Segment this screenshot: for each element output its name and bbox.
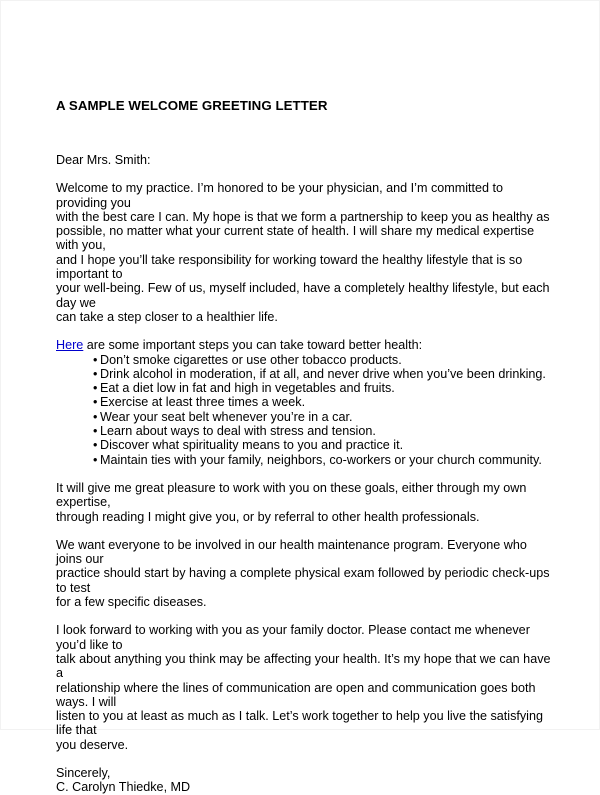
list-item: [93, 410, 556, 424]
signature: C. Carolyn Thiedke, MD: [56, 780, 191, 795]
paragraph-line: practice should start by having a complete physical exam followed by periodic check-ups to test: [56, 566, 550, 595]
list-item-text: Wear your seat belt whenever you’re in a car.: [100, 409, 353, 424]
paragraph-line: talk about anything you think may be affecting your health. It’s my hope that we can have a: [56, 651, 551, 681]
paragraph-line: with the best care I can. My hope is that we form a partnership to keep you as healthy as: [56, 209, 550, 224]
paragraph-line: It will give me great pleasure to work with you on these goals, either through my own expertise,: [56, 480, 527, 510]
paragraph-welcome: [56, 181, 556, 324]
bullet-icon: •: [93, 438, 98, 453]
paragraph-line: listen to you at least as much as I talk. Let’s work together to help you live the satisfying life that: [56, 709, 543, 738]
health-steps-list: [56, 353, 556, 467]
list-item: [93, 424, 556, 438]
paragraph-line: I look forward to working with you as your family doctor. Please contact me whenever you’d like to: [56, 623, 530, 652]
bullet-icon: •: [93, 409, 98, 424]
bullet-icon: •: [93, 352, 98, 367]
steps-intro: [56, 338, 556, 352]
paragraph-line: and I hope you’ll take responsibility for working toward the healthy lifestyle that is so important to: [56, 252, 523, 282]
bullet-icon: •: [93, 366, 98, 381]
list-item-text: Don’t smoke cigarettes or use other tobacco products.: [100, 352, 402, 367]
bullet-icon: •: [93, 395, 98, 410]
list-item: [93, 353, 556, 367]
bullet-icon: •: [93, 452, 98, 467]
paragraph-pleasure: [56, 481, 556, 524]
paragraph-line: relationship where the lines of communication are open and communication goes both ways. I will: [56, 680, 536, 709]
paragraph-line: your well-being. Few of us, myself included, have a completely healthy lifestyle, but each day we: [56, 281, 550, 310]
list-item: [93, 367, 556, 381]
closing: Sincerely,: [56, 765, 111, 780]
bullet-icon: •: [93, 424, 98, 439]
paragraph-closing: [56, 623, 556, 752]
paragraph-program: [56, 538, 556, 609]
paragraph-line: We want everyone to be involved in our health maintenance program. Everyone who joins our: [56, 537, 527, 567]
paragraph-line: Welcome to my practice. I’m honored to be your physician, and I’m committed to providing you: [56, 181, 504, 210]
list-item-text: Discover what spirituality means to you and practice it.: [100, 438, 404, 453]
list-item: [93, 453, 556, 467]
paragraph-line: through reading I might give you, or by referral to other health professionals.: [56, 509, 480, 524]
steps-intro-text: are some important steps you can take toward better health:: [83, 338, 423, 353]
list-item: [93, 395, 556, 409]
salutation: Dear Mrs. Smith:: [56, 153, 151, 167]
list-item-text: Drink alcohol in moderation, if at all, and never drive when you’ve been drinking.: [100, 366, 546, 381]
bullet-icon: •: [93, 381, 98, 396]
list-item: [93, 438, 556, 452]
letter-content: [56, 98, 556, 795]
list-item-text: Eat a diet low in fat and high in vegetables and fruits.: [100, 381, 395, 396]
paragraph-line: possible, no matter what your current state of health. I will share my medical expertise with you,: [56, 224, 535, 253]
here-link[interactable]: Here: [56, 338, 84, 353]
paragraph-line: for a few specific diseases.: [56, 595, 207, 610]
list-item-text: Learn about ways to deal with stress and tension.: [100, 424, 376, 439]
list-item: [93, 381, 556, 395]
paragraph-line: you deserve.: [56, 737, 129, 752]
list-item-text: Maintain ties with your family, neighbors, co-workers or your church community.: [100, 452, 542, 467]
list-item-text: Exercise at least three times a week.: [100, 395, 306, 410]
paragraph-line: can take a step closer to a healthier life.: [56, 309, 278, 324]
letter-title: A SAMPLE WELCOME GREETING LETTER: [56, 98, 328, 113]
